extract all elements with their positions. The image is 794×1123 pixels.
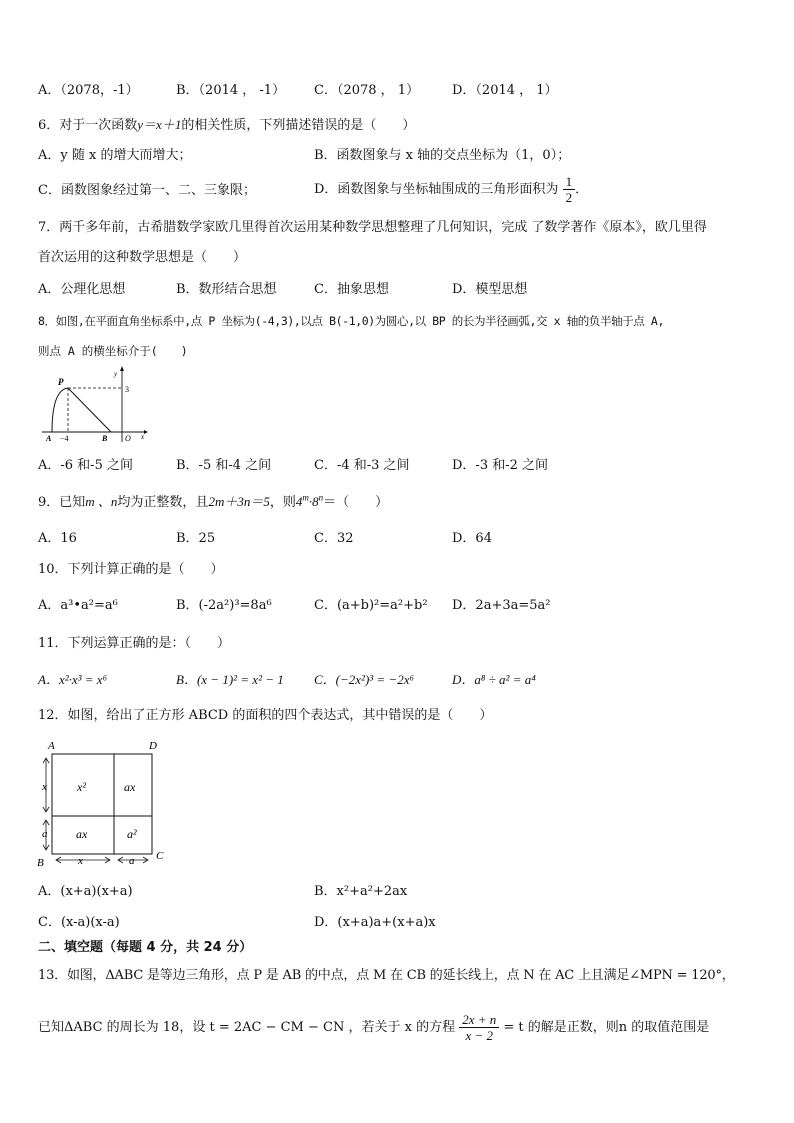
- section-2-title: 二、填空题（每题 4 分，共 24 分）: [38, 940, 253, 955]
- q6-fraction: [563, 174, 576, 205]
- q12-cell-ax-bottom: ax: [76, 827, 88, 841]
- q7-option-c: C．抽象思想: [314, 282, 389, 297]
- q6-fraction-denominator: 2: [565, 190, 573, 205]
- q9-mid: 均为正整数，且: [117, 495, 209, 510]
- q7-option-d: D．模型思想: [452, 282, 528, 297]
- q7-option-b: B．数形结合思想: [176, 282, 277, 297]
- q9-expr: [296, 494, 323, 509]
- q8-label-p: P: [58, 377, 64, 387]
- q12-stem: 12．如图，给出了正方形 ABCD 的面积的四个表达式，其中错误的是（ ）: [38, 708, 493, 723]
- q9-equation: 2m＋3n＝5: [208, 494, 270, 509]
- q11-stem: 11．下列运算正确的是：（ ）: [38, 636, 231, 651]
- q12-square: [52, 754, 152, 854]
- q6-number: 6．对于一次函数: [38, 118, 138, 133]
- q9-expr-dot: ·8: [308, 494, 319, 509]
- q8-label-y: y: [114, 370, 118, 378]
- q12-left-x-label: x: [42, 781, 47, 793]
- q12-label-d-corner: D: [149, 740, 157, 752]
- q6-option-a: A．y 随 x 的增大而增大；: [38, 148, 192, 163]
- q11-option-d: D．a⁸ ÷ a² = a⁴: [452, 672, 536, 687]
- q8-label-3: 3: [125, 385, 129, 394]
- q8-line-1: 8．如图,在平面直角坐标系中,点 P 坐标为(-4,3),以点 B(-1,0)为圆心,以 BP 的长为半径画弧,交 x 轴的负半轴于点 A,: [38, 314, 664, 328]
- q9-option-c: C．32: [314, 531, 354, 546]
- q13-fraction-denominator: x − 2: [465, 1028, 494, 1043]
- q12-cell-x2: x²: [77, 780, 86, 794]
- q9-expr-exp2: n: [318, 492, 324, 503]
- q11-option-c: C．(−2x²)³ = −2x⁶: [314, 672, 415, 687]
- q12-label-c-corner: C: [156, 850, 164, 862]
- q13-line-2: [38, 1012, 709, 1043]
- q9-option-b: B．25: [176, 531, 216, 546]
- q8-x-arrow: [144, 430, 148, 434]
- q12-cell-ax-top: ax: [124, 780, 136, 794]
- q6-stem: [38, 116, 415, 135]
- q8-option-d: D．-3 和-2 之间: [452, 458, 549, 473]
- q8-label-x: x: [141, 433, 145, 441]
- q9-expr-base: 4: [295, 494, 303, 509]
- q8-segment-bp: [68, 388, 111, 432]
- q11-option-b: B．(x − 1)² = x² − 1: [176, 672, 284, 687]
- q12-option-c: C．(x-a)(x-a): [38, 915, 120, 930]
- q6-fraction-numerator: 1: [563, 174, 576, 190]
- q8-figure: [38, 364, 150, 446]
- q9-number: 9．已知: [38, 495, 86, 510]
- q13-line-2-end: = t 的解是正数，则n 的取值范围是: [503, 1020, 710, 1035]
- q6-option-d: [314, 174, 588, 205]
- q6-option-b: B．函数图象与 x 轴的交点坐标为（1，0）；: [314, 148, 571, 163]
- q10-option-b: B．(-2a²)³=8a⁶: [176, 598, 272, 613]
- q5-option-b: B．（2014 ， -1）: [176, 83, 286, 98]
- q6-option-d-text: D．函数图象与坐标轴围成的三角形面积为: [314, 182, 559, 197]
- q8-option-c: C．-4 和-3 之间: [314, 458, 410, 473]
- q13-line-2-start: 已知ΔABC 的周长为 18，设 t = 2AC − CM − CN ，若关于 x 的方程: [38, 1020, 456, 1035]
- q12-figure: [34, 736, 170, 868]
- q9-option-d: D．64: [452, 531, 492, 546]
- q8-option-b: B．-5 和-4 之间: [176, 458, 272, 473]
- q9-tail: ＝（ ）: [323, 495, 389, 510]
- q6-option-c: C．函数图象经过第一、二、三象限；: [38, 183, 256, 198]
- q10-option-c: C．(a+b)²=a²+b²: [314, 598, 428, 613]
- q10-option-d: D．2a+3a=5a²: [452, 598, 551, 613]
- q8-y-arrow: [120, 366, 124, 371]
- q8-arc: [52, 388, 68, 432]
- q7-option-a: A．公理化思想: [38, 282, 126, 297]
- q12-bottom-a-label: a: [129, 855, 135, 867]
- q12-label-a-corner: A: [48, 740, 55, 752]
- q6-stem-end: 的相关性质，下列描述错误的是（ ）: [181, 118, 416, 133]
- q8-label-a: A: [46, 434, 52, 443]
- q5-option-c: C．（2078 ， 1）: [314, 83, 420, 98]
- q12-bottom-x-label: x: [78, 855, 83, 867]
- q6-option-d-end: ．: [575, 182, 589, 197]
- q10-option-a: A．a³•a²=a⁶: [38, 598, 118, 613]
- q10-stem: 10．下列计算正确的是（ ）: [38, 562, 224, 577]
- q12-option-b: B．x²+a²+2ax: [314, 884, 408, 899]
- q8-line-2: 则点 A 的横坐标介于( ): [38, 344, 188, 358]
- q13-fraction-numerator: 2x + n: [459, 1012, 499, 1028]
- q11-option-a: A．x²·x³ = x⁶: [38, 672, 108, 687]
- q8-label-minus4: −4: [60, 434, 69, 443]
- q12-option-a: A．(x+a)(x+a): [38, 884, 133, 899]
- q9-expr-exp1: m: [302, 492, 309, 503]
- q12-cell-a2: a²: [127, 827, 137, 841]
- q12-left-a-label: a: [42, 828, 48, 840]
- q7-line-2: 首次运用的这种数学思想是（ ）: [38, 250, 247, 265]
- q8-label-o: O: [125, 434, 131, 443]
- q12-option-d: D．(x+a)a+(x+a)x: [314, 915, 436, 930]
- q8-label-b: B: [102, 434, 108, 443]
- q5-option-a: A．（2078，-1）: [38, 83, 139, 98]
- q9-vars: m 、n: [85, 494, 118, 509]
- q5-option-d: D．（2014 ， 1）: [452, 83, 558, 98]
- q13-fraction: [459, 1012, 499, 1043]
- q7-line-1: 7．两千多年前，古希腊数学家欧几里得首次运用某种数学思想整理了几何知识，完成 了数学著作《原本》，欧几里得: [38, 220, 707, 235]
- q12-label-b-corner: B: [37, 857, 44, 868]
- q9-after: ，则: [269, 495, 296, 510]
- q13-line-1: 13．如图，ΔABC 是等边三角形，点 P 是 AB 的中点，点 M 在 CB 的延长线上，点 N 在 AC 上且满足∠MPN = 120°，: [38, 968, 735, 983]
- q8-option-a: A．-6 和-5 之间: [38, 458, 133, 473]
- q6-function: y＝x＋1: [137, 117, 182, 132]
- q9-option-a: A．16: [38, 531, 77, 546]
- q9-stem: [38, 493, 388, 512]
